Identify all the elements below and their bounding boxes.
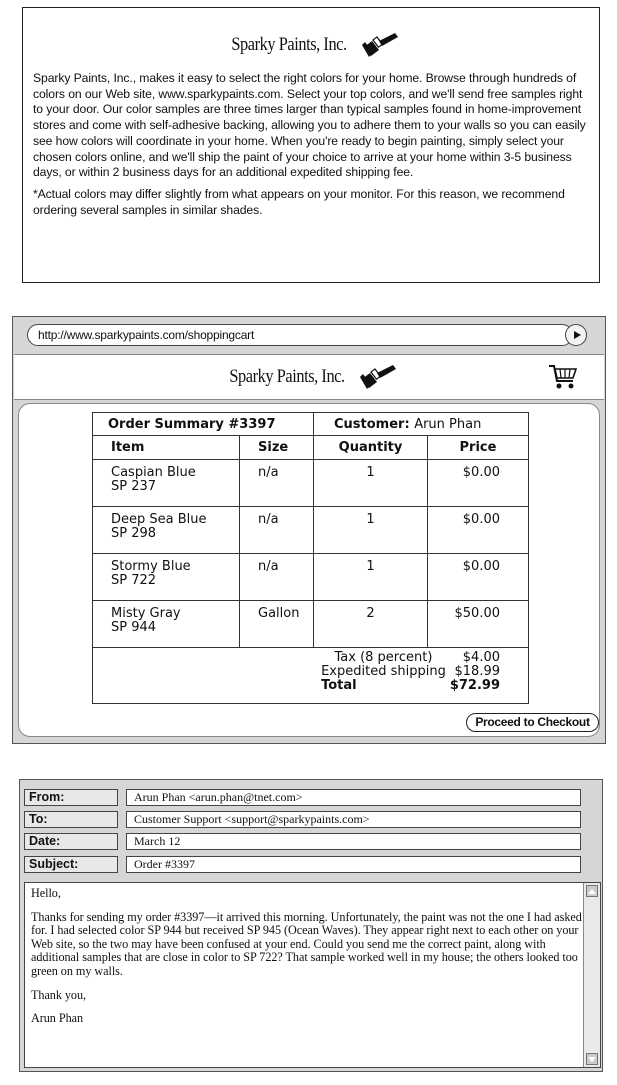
total-value: $72.99	[449, 678, 500, 693]
to-label: To:	[24, 811, 118, 828]
table-row	[93, 601, 529, 648]
size-cell: n/a	[240, 507, 314, 554]
email-message	[31, 887, 583, 1036]
customer-label: Customer:	[334, 416, 410, 432]
scroll-up-button[interactable]	[586, 885, 598, 897]
scroll-down-button[interactable]	[586, 1053, 598, 1065]
table-row	[93, 507, 529, 554]
table-row	[93, 460, 529, 507]
column-header-price: Price	[428, 436, 529, 460]
tax-value: $4.00	[462, 650, 500, 665]
price-cell: $0.00	[428, 554, 529, 601]
order-summary-row	[93, 413, 529, 436]
go-button[interactable]	[565, 324, 587, 346]
order-summary-label: Order Summary #3397	[93, 413, 314, 436]
price-cell: $0.00	[428, 460, 529, 507]
totals-cell	[93, 648, 529, 704]
total-label: Total	[321, 678, 357, 693]
size-cell: Gallon	[240, 601, 314, 648]
item-name: Caspian Blue	[111, 465, 196, 480]
site-brand-name: Sparky Paints, Inc.	[229, 366, 345, 387]
price-cell: $50.00	[428, 601, 529, 648]
ad-body-text: Sparky Paints, Inc., makes it easy to select the right colors for your home. Browse through hundreds of colors on our Web site, www.sparkypaints.com. Select your top colors, and we'll send free samples right to your door. Our color samples are three times larger than typical samples found in home-improvement stores and come with self-adhesive backing, allowing you to adhere them to your walls so you can easily see how colors will coordinate in your home. When you're ready to begin painting, simply select your chosen colors online, and we'll ship the paint of your choice to arrive at your home within 3-5 business days, or within 2 business days for an additional expedited shipping fee.	[33, 71, 586, 180]
to-field[interactable]: Customer Support <support@sparkypaints.com>	[126, 811, 581, 828]
subject-field[interactable]: Order #3397	[126, 856, 581, 873]
item-code: SP 944	[111, 620, 157, 635]
item-cell	[93, 601, 240, 648]
table-header-row	[93, 436, 529, 460]
date-field[interactable]: March 12	[126, 833, 581, 850]
date-label: Date:	[24, 833, 118, 850]
quantity-cell: 1	[314, 507, 428, 554]
brand-name: Sparky Paints, Inc.	[231, 34, 347, 55]
browser-window	[12, 316, 606, 744]
customer-cell	[314, 413, 529, 436]
paintbrush-icon	[362, 32, 400, 58]
quantity-cell: 2	[314, 601, 428, 648]
email-signature: Arun Phan	[31, 1011, 84, 1026]
quantity-cell: 1	[314, 460, 428, 507]
subject-label: Subject:	[24, 856, 118, 873]
scrollbar[interactable]	[583, 883, 600, 1067]
totals-row	[93, 648, 529, 704]
item-code: SP 298	[111, 526, 157, 541]
item-code: SP 722	[111, 573, 157, 588]
item-name: Misty Gray	[111, 606, 181, 621]
table-row	[93, 554, 529, 601]
item-cell	[93, 460, 240, 507]
size-cell: n/a	[240, 460, 314, 507]
address-bar[interactable]: http://www.sparkypaints.com/shoppingcart	[27, 324, 573, 346]
shipping-label: Expedited shipping	[321, 664, 446, 679]
from-label: From:	[24, 789, 118, 806]
column-header-size: Size	[240, 436, 314, 460]
cart-content	[18, 403, 600, 737]
item-name: Stormy Blue	[111, 559, 191, 574]
checkout-button[interactable]: Proceed to Checkout	[466, 713, 599, 732]
shipping-value: $18.99	[454, 664, 500, 679]
from-field[interactable]: Arun Phan <arun.phan@tnet.com>	[126, 789, 581, 806]
brand-logo	[23, 32, 599, 58]
arrow-up-icon	[588, 889, 596, 894]
email-body[interactable]	[24, 882, 601, 1068]
email-window	[19, 779, 603, 1072]
item-code: SP 237	[111, 479, 157, 494]
play-icon	[574, 331, 581, 339]
customer-name: Arun Phan	[414, 416, 482, 432]
item-name: Deep Sea Blue	[111, 512, 207, 527]
email-greeting: Hello,	[31, 886, 61, 900]
item-cell	[93, 554, 240, 601]
ad-disclaimer: *Actual colors may differ slightly from what appears on your monitor. For this reason, we recommend ordering several samples in similar shades.	[33, 186, 565, 217]
paintbrush-icon	[360, 364, 398, 390]
arrow-down-icon	[588, 1057, 596, 1062]
quantity-cell: 1	[314, 554, 428, 601]
email-paragraph: Thanks for sending my order #3397—it arrived this morning. Unfortunately, the paint was not the one I had asked for. I had selected color SP 944 but received SP 945 (Ocean Waves). They appear right next to each other on your Web site, so the two may have been confused at your end. Could you send me the correct paint, along with additional samples that are close in color to SP 722? That sample worked well in my house; the others looked too green on my walls.	[31, 909, 582, 978]
shopping-cart-icon[interactable]	[548, 363, 578, 391]
email-closing: Thank you,	[31, 987, 87, 1002]
tax-label: Tax (8 percent)	[334, 650, 433, 665]
ad-panel	[22, 7, 600, 283]
price-cell: $0.00	[428, 507, 529, 554]
column-header-quantity: Quantity	[314, 436, 428, 460]
size-cell: n/a	[240, 554, 314, 601]
item-cell	[93, 507, 240, 554]
order-table	[92, 412, 529, 704]
column-header-item: Item	[93, 436, 240, 460]
site-logo[interactable]	[14, 364, 604, 390]
site-header	[14, 354, 604, 400]
